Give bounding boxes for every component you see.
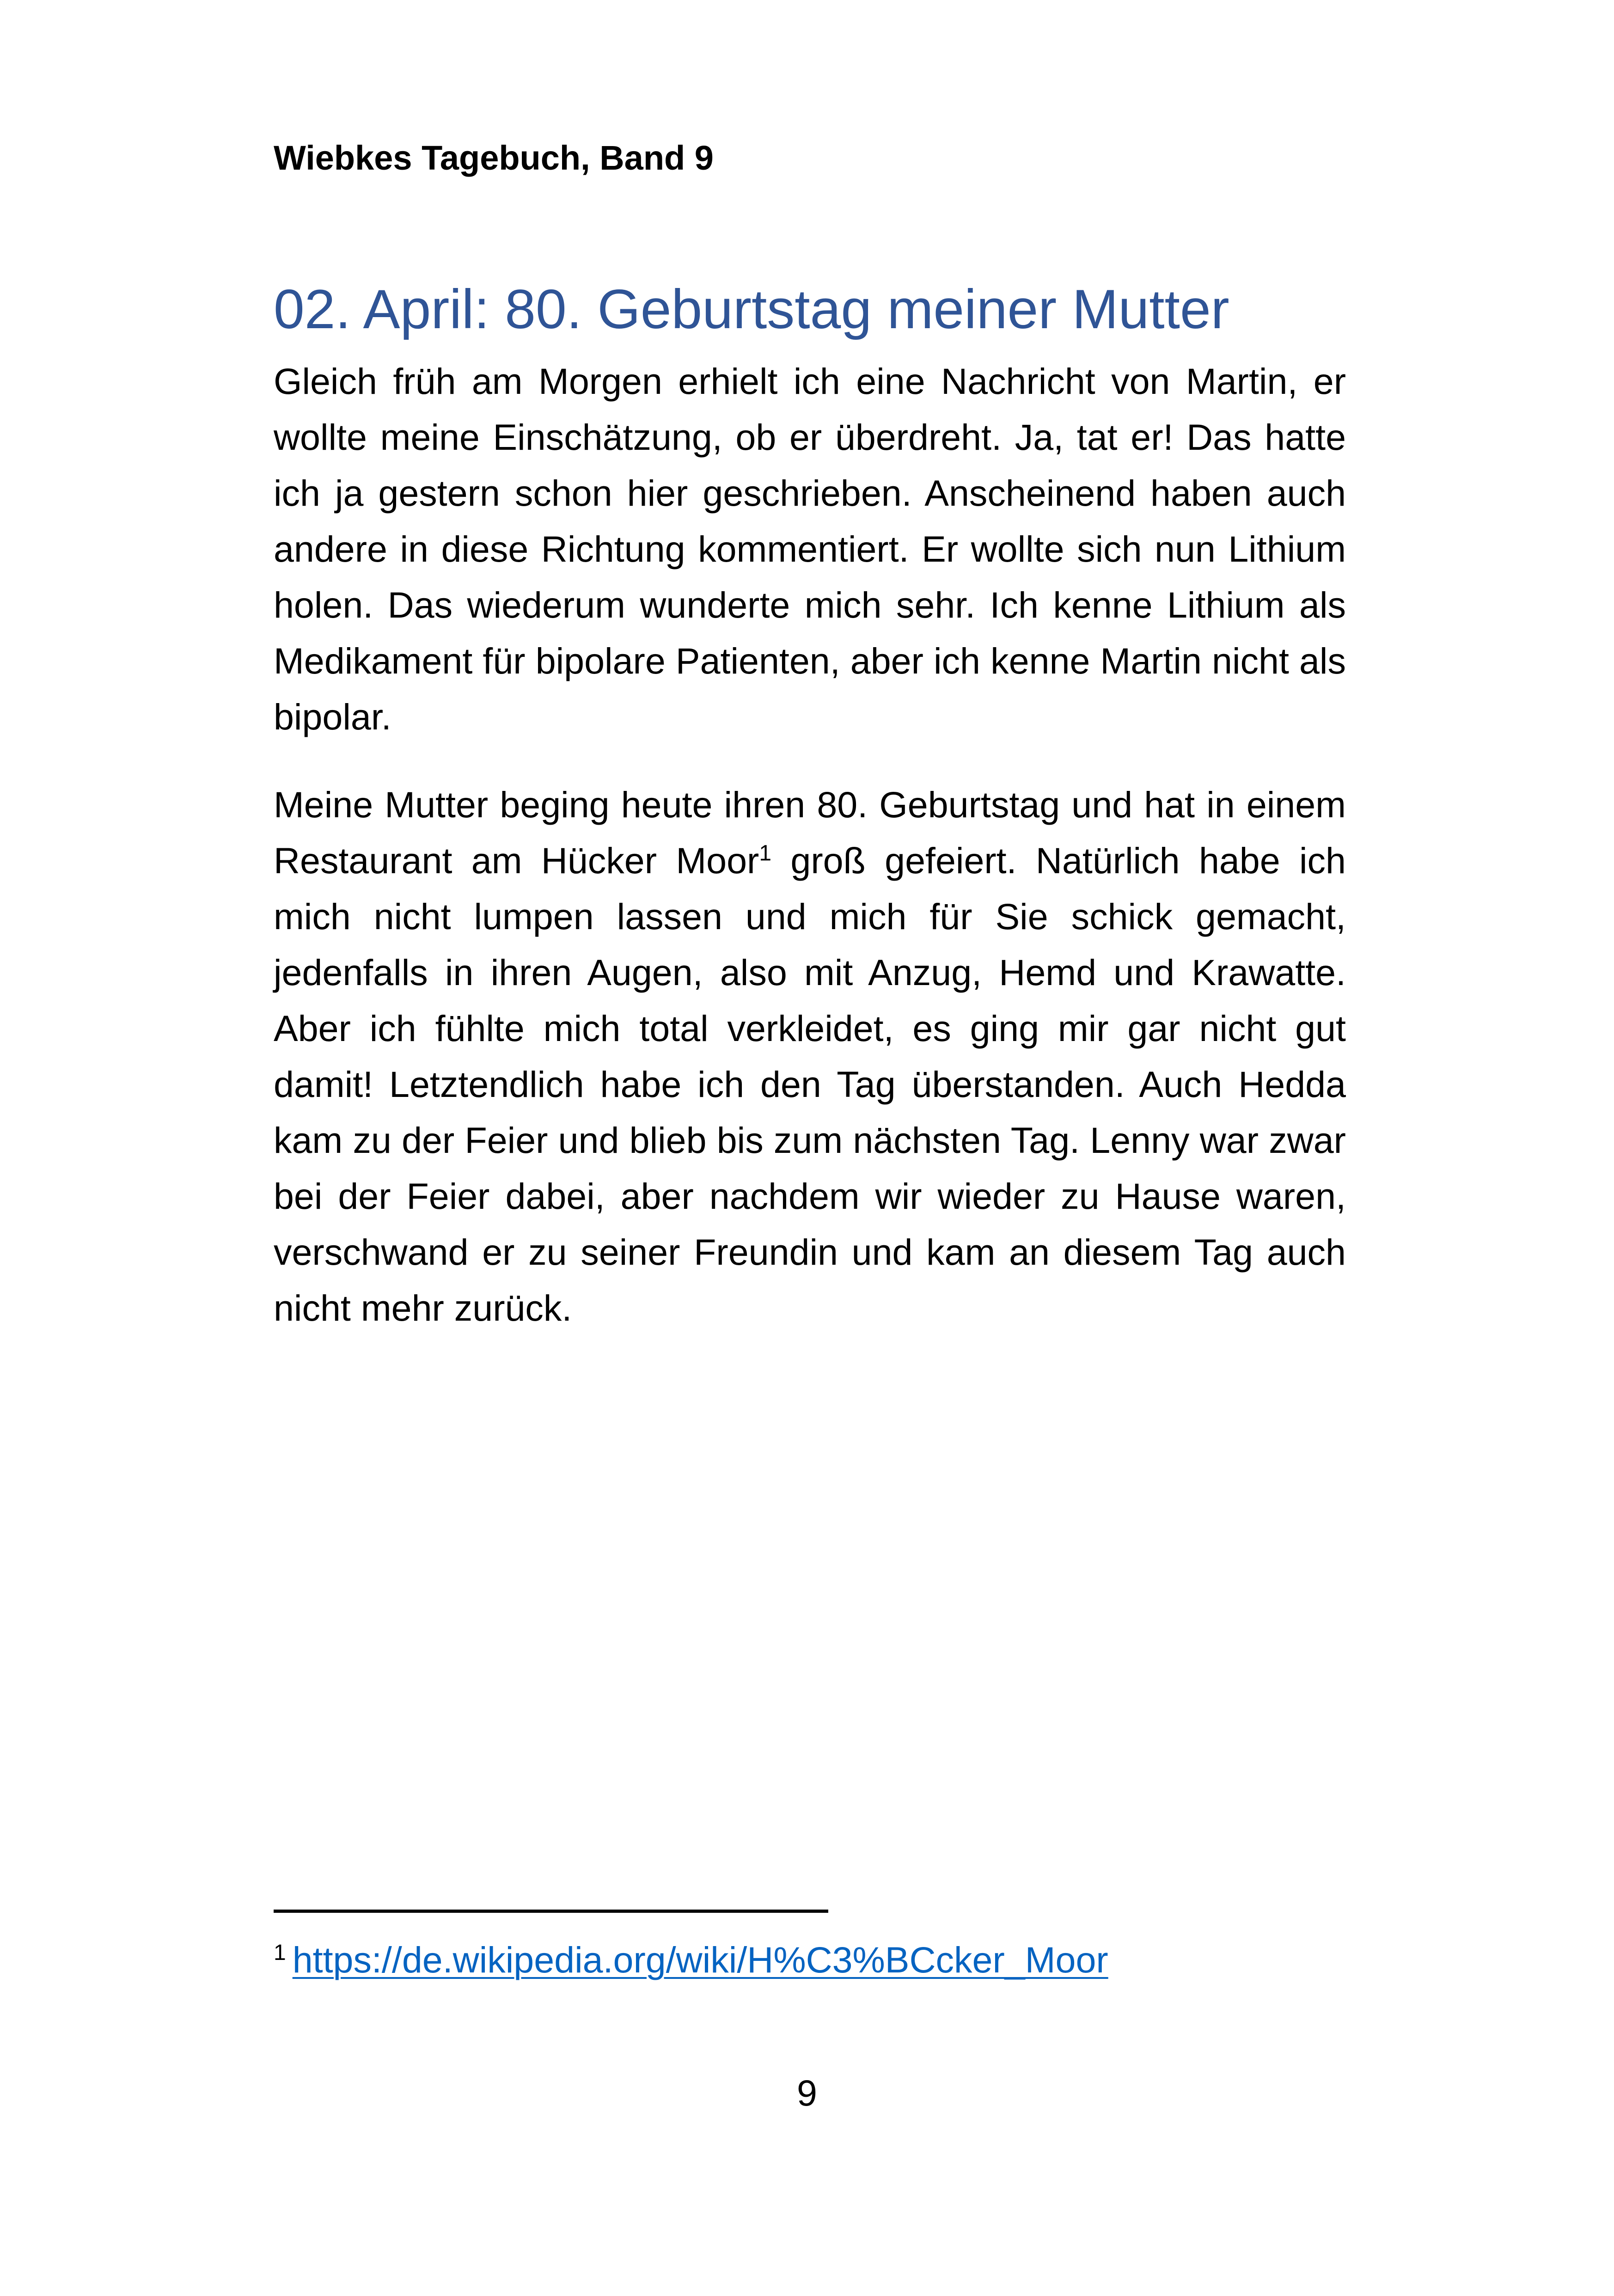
- body-paragraph-2: [274, 777, 1346, 1336]
- running-header: Wiebkes Tagebuch, Band 9: [274, 139, 714, 177]
- page-number: 9: [797, 2072, 817, 2113]
- paragraph-text-before-footnote: Meine Mutter beging heute ihren 80. Geburtstag und hat in einem Restaurant am Hücker Moor: [274, 784, 1346, 881]
- chapter-title: 02. April: 80. Geburtstag meiner Mutter: [274, 278, 1229, 340]
- footnote-link[interactable]: https://de.wikipedia.org/wiki/H%C3%BCcker_Moor: [292, 1939, 1108, 1980]
- body-paragraph-1: Gleich früh am Morgen erhielt ich eine Nachricht von Martin, er wollte meine Einschätzung, ob er überdreht. Ja, tat er! Das hatte ich ja gestern schon hier geschrieben. Anscheinend haben auch andere in diese Richtung kommentiert. Er wollte sich nun Lithium holen. Das wiederum wunderte mich sehr. Ich kenne Lithium als Medikament für bipolare Patienten, aber ich kenne Martin nicht als bipolar.: [274, 361, 1346, 737]
- footnote-mark: 1: [274, 1940, 286, 1965]
- footnote: [274, 1937, 1108, 1983]
- footnote-reference[interactable]: 1: [759, 841, 772, 866]
- paragraph-text-after-footnote: groß gefeiert. Natürlich habe ich mich nicht lumpen lassen und mich für Sie schick gemacht, jedenfalls in ihren Augen, also mit Anzug, Hemd und Krawatte. Aber ich fühlte mich total verkleidet, es ging mir gar nicht gut damit! Letztendlich habe ich den Tag überstanden. Auch Hedda kam zu der Feier und blieb bis zum nächsten Tag. Lenny war zwar bei der Feier dabei, aber nachdem wir wieder zu Hause waren, verschwand er zu seiner Freundin und kam an diesem Tag auch nicht mehr zurück.: [274, 840, 1346, 1329]
- footnote-separator: [274, 1910, 828, 1913]
